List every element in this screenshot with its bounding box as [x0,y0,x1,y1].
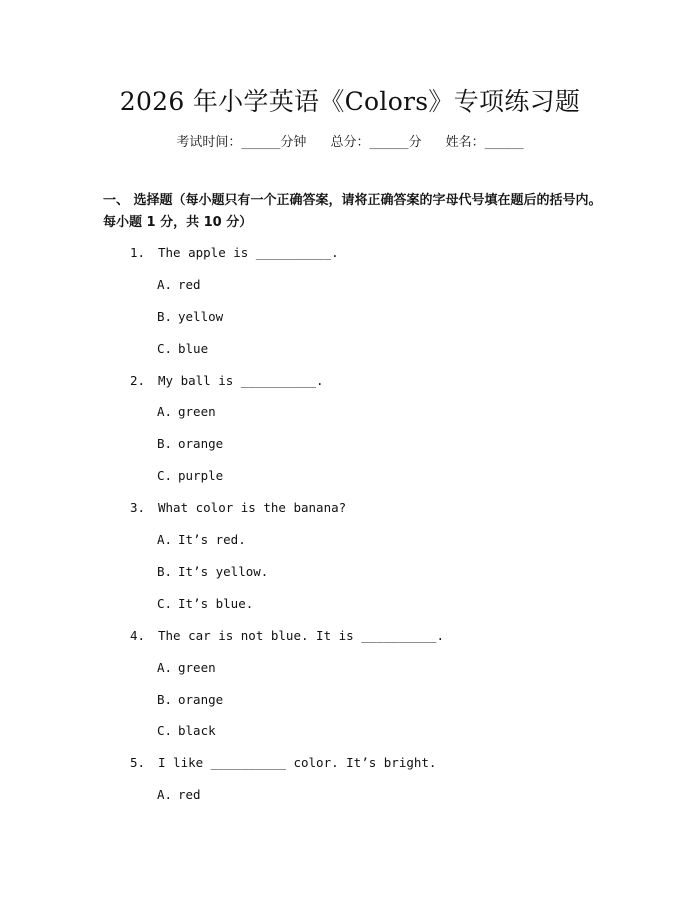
option-letter: A. [157,404,173,419]
question-item [130,628,444,643]
option-letter: B. [157,692,173,707]
option-letter: C. [157,596,173,611]
option-text: green [178,404,216,419]
question-number: 5. [130,755,146,770]
question-text: My ball is __________. [158,373,324,388]
option-text: orange [178,436,224,451]
question-text: What color is the banana? [158,500,347,515]
question-item [130,500,346,515]
option-letter: A. [157,277,173,292]
option-item [157,309,223,324]
question-item [130,373,324,388]
option-item [157,660,216,675]
option-text: red [178,787,201,802]
option-letter: A. [157,660,173,675]
option-text: green [178,660,216,675]
option-text: It’s blue. [178,596,254,611]
option-text: orange [178,692,224,707]
option-letter: A. [157,787,173,802]
option-item [157,723,216,738]
total-score-field: 总分：______分 [330,135,422,150]
exam-time-field: 考试时间：______分钟 [176,135,307,150]
option-item [157,436,223,451]
question-number: 1. [130,245,146,260]
exam-meta [0,131,700,150]
question-text: The apple is __________. [158,245,339,260]
option-text: It’s red. [178,532,246,547]
question-number: 3. [130,500,146,515]
option-text: It’s yellow. [178,564,269,579]
question-number: 4. [130,628,146,643]
option-item [157,532,246,547]
option-letter: C. [157,341,173,356]
question-item [130,755,436,770]
question-text: I like __________ color. It’s bright. [158,755,437,770]
option-item [157,692,223,707]
option-letter: B. [157,564,173,579]
question-text: The car is not blue. It is __________. [158,628,444,643]
option-item [157,468,223,483]
section-heading: 一、 选择题（每小题只有一个正确答案，请将正确答案的字母代号填在题后的括号内。每小题 1 分，共 10 分） [103,193,602,230]
page-title: 2026 年小学英语《Colors》专项练习题 [119,87,581,116]
option-text: yellow [178,309,224,324]
option-item [157,564,268,579]
option-text: black [178,723,216,738]
option-letter: C. [157,723,173,738]
option-item [157,787,201,802]
option-text: blue [178,341,209,356]
option-text: red [178,277,201,292]
option-item [157,341,208,356]
question-item [130,245,339,260]
question-number: 2. [130,373,146,388]
option-item [157,596,253,611]
option-letter: B. [157,309,173,324]
option-letter: A. [157,532,173,547]
option-letter: C. [157,468,173,483]
option-item [157,404,216,419]
option-item [157,277,201,292]
option-text: purple [178,468,224,483]
name-field: 姓名：______ [445,135,524,150]
option-letter: B. [157,436,173,451]
